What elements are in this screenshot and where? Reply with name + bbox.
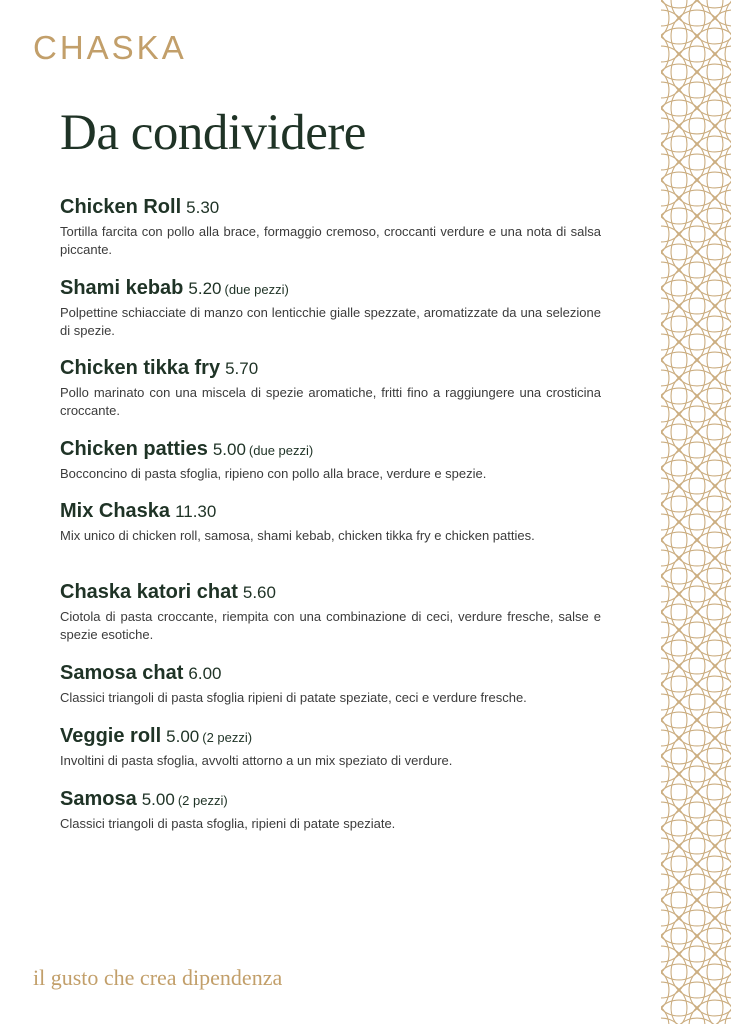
item-price: 5.30	[186, 198, 220, 217]
menu-item	[60, 659, 601, 707]
decorative-pattern-border	[661, 0, 731, 1024]
item-name: Chaska katori chat	[60, 581, 238, 603]
menu-item	[60, 722, 601, 770]
item-name: Shami kebab	[60, 277, 184, 299]
item-note: (2 pezzi)	[177, 793, 228, 808]
item-price: 6.00	[188, 664, 222, 683]
item-price: 5.20	[188, 279, 222, 298]
menu-item	[60, 354, 601, 420]
item-description: Classici triangoli di pasta sfoglia ripieni di patate speziate, ceci e verdure fresche.	[60, 690, 527, 705]
item-heading	[60, 659, 601, 689]
item-price: 5.70	[225, 359, 259, 378]
section-title: Da condividere	[60, 105, 366, 161]
item-description: Involtini di pasta sfoglia, avvolti attorno a un mix speziato di verdure.	[60, 753, 453, 768]
item-price: 5.60	[242, 583, 276, 602]
item-description: Pollo marinato con una miscela di spezie aromatiche, fritti fino a raggiungere una crosticina croccante.	[60, 385, 601, 418]
brand-logo: CHASKA	[33, 29, 187, 66]
item-heading	[60, 274, 601, 304]
item-note: (due pezzi)	[224, 282, 289, 297]
item-heading	[60, 435, 601, 465]
item-note: (due pezzi)	[248, 443, 314, 458]
item-description: Classici triangoli di pasta sfoglia, ripieni di patate speziate.	[60, 816, 396, 831]
item-price: 5.00	[166, 727, 200, 746]
item-description: Ciotola di pasta croccante, riempita con una combinazione di ceci, verdure fresche, salse e spezie esotiche.	[60, 609, 601, 642]
item-description: Polpettine schiacciate di manzo con lenticchie gialle spezzate, aromatizzate da una selezione di spezie.	[60, 305, 601, 338]
geometric-pattern-icon	[661, 0, 731, 1024]
menu-item	[60, 497, 601, 545]
item-description: Bocconcino di pasta sfoglia, ripieno con pollo alla brace, verdure e spezie.	[60, 466, 487, 481]
item-name: Samosa	[60, 788, 137, 810]
item-name: Chicken Roll	[60, 196, 182, 218]
item-name: Mix Chaska	[60, 500, 171, 522]
item-heading	[60, 497, 601, 527]
item-price: 11.30	[175, 502, 217, 521]
menu-item	[60, 578, 601, 644]
item-name: Veggie roll	[60, 725, 162, 747]
item-note: (2 pezzi)	[202, 730, 253, 745]
item-price: 5.00	[212, 440, 246, 459]
menu-item	[60, 193, 601, 259]
item-heading	[60, 785, 601, 815]
item-description: Mix unico di chicken roll, samosa, shami kebab, chicken tikka fry e chicken patties.	[60, 528, 535, 543]
item-heading	[60, 722, 601, 752]
menu-item	[60, 274, 601, 340]
item-name: Chicken patties	[60, 438, 208, 460]
item-name: Chicken tikka fry	[60, 357, 221, 379]
item-description: Tortilla farcita con pollo alla brace, formaggio cremoso, croccanti verdure e una nota di salsa piccante.	[60, 224, 601, 257]
menu-item	[60, 435, 601, 483]
item-heading	[60, 193, 601, 223]
item-price: 5.00	[141, 790, 175, 809]
item-heading	[60, 578, 601, 608]
item-name: Samosa chat	[60, 662, 184, 684]
menu-item	[60, 785, 601, 833]
item-heading	[60, 354, 601, 384]
tagline: il gusto che crea dipendenza	[33, 965, 283, 990]
